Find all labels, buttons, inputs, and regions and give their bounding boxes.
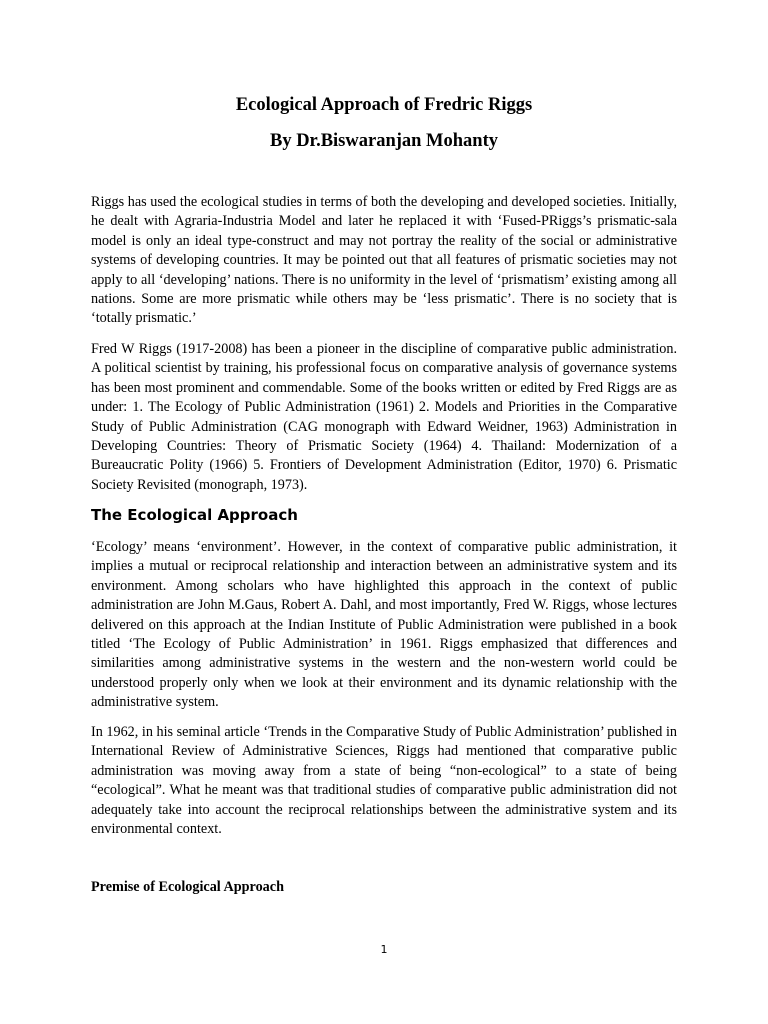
section-heading: The Ecological Approach — [91, 506, 298, 524]
intro-paragraph-2: Fred W Riggs (1917-2008) has been a pioneer in the discipline of comparative public administration. A political scientist by training, his professional focus on comparative analysis of governance systems has been most prominent and commendable. Some of the books written or edited by Fred Riggs are as under: 1. The Ecology of Public Administration (1961) 2. Models and Priorities in the Comparative Study of Public Administration (CAG monograph with Edward Weidner, 1963) Administration in Developing Countries: Theory of Prismatic Society (1964) 4. Thailand: Modernization of a Bureaucratic Polity (1966) 5. Frontiers of Development Administration (Editor, 1970) 6. Prismatic Society Revisited (monograph, 1973). — [91, 341, 677, 493]
section-paragraph-2: In 1962, in his seminal article ‘Trends in the Comparative Study of Public Administration’ published in International Review of Administrative Sciences, Riggs had mentioned that comparative public administration was moving away from a state of being “non-ecological” to a state of being “ecological”. What he meant was that traditional studies of comparative public administration did not adequately take into account the reciprocal relationships between the administrative system and its environmental context. — [91, 724, 677, 838]
section-paragraph-1: ‘Ecology’ means ‘environment’. However, in the context of comparative public administration, it implies a mutual or reciprocal relationship and interaction between an administrative system and its environment. Among scholars who have highlighted this approach in the context of public administration are John M.Gaus, Robert A. Dahl, and most importantly, Fred W. Riggs, whose lectures delivered on this approach at the Indian Institute of Public Administration were published in a book titled ‘The Ecology of Public Administration’ in 1961. Riggs emphasized that differences and similarities among administrative systems in the western and the non-western world could be understood properly only when we look at their environment and its dynamic relationship with the administrative system. — [91, 539, 677, 711]
document-author: By Dr.Biswaranjan Mohanty — [269, 131, 499, 151]
page-number: 1 — [380, 943, 388, 956]
document-title: Ecological Approach of Fredric Riggs — [235, 95, 533, 115]
subheading: Premise of Ecological Approach — [91, 879, 284, 895]
intro-paragraph-1: Riggs has used the ecological studies in terms of both the developing and developed societies. Initially, he dealt with Agraria-Industria Model and later he replaced it with ‘Fused-PRiggs’s prismatic-sala model is only an ideal type-construct and may not portray the reality of the social or administrative systems of developing countries. It may be pointed out that all features of prismatic societies may not apply to all ‘developing’ nations. There is no uniformity in the level of ‘prismatism’ existing among all nations. Some are more prismatic while others may be ‘less prismatic’. There is no society that is ‘totally prismatic.’ — [91, 194, 677, 327]
